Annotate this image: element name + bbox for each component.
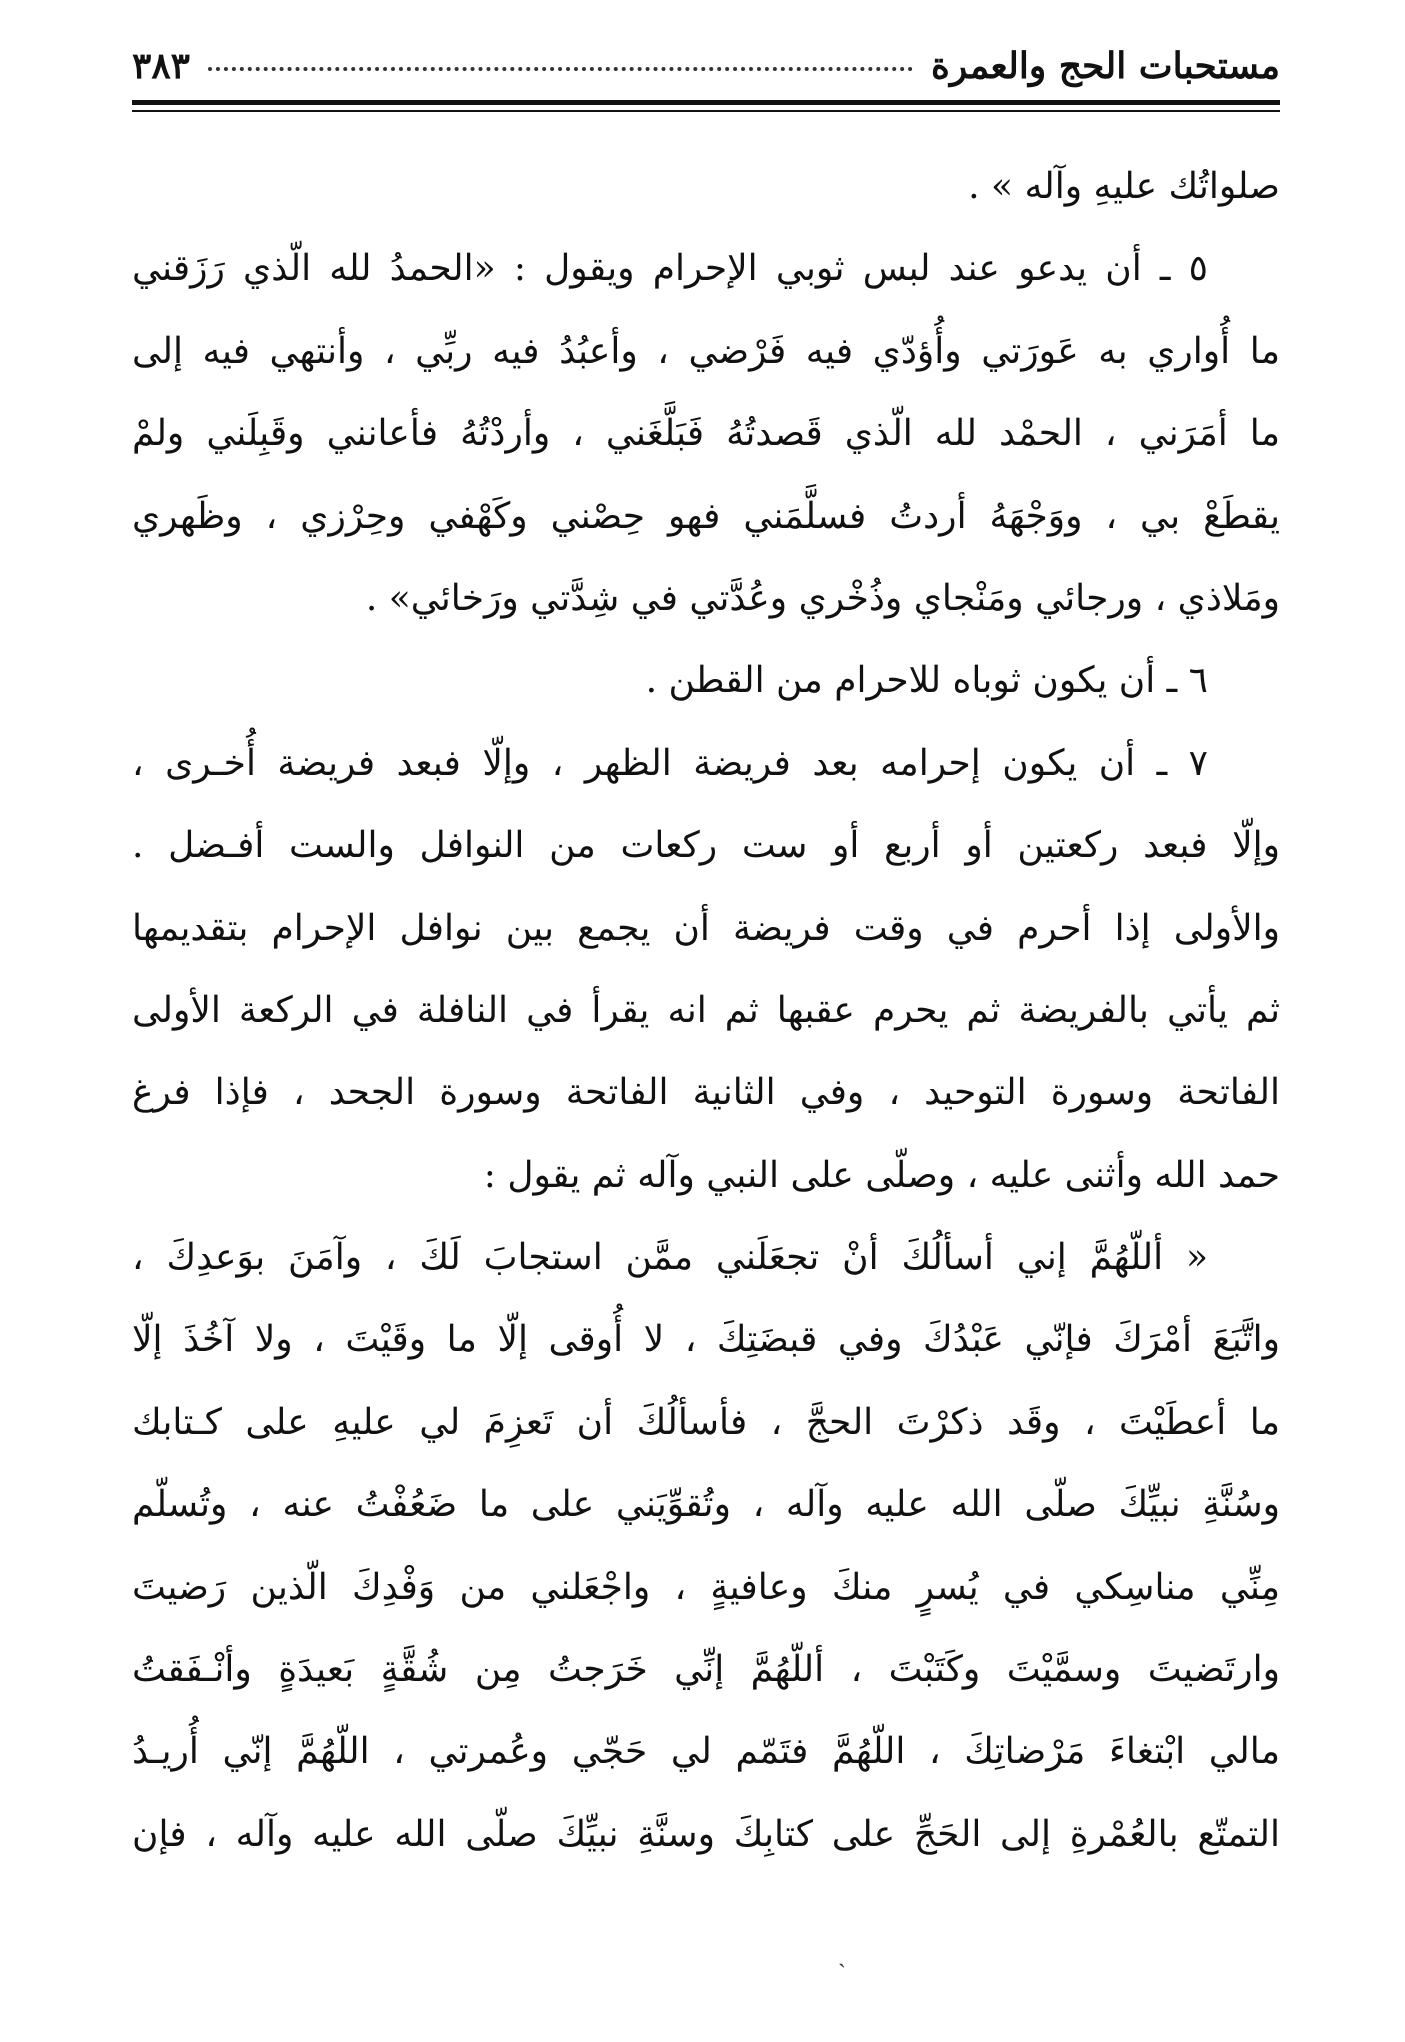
text-line: ما أُواري به عَورَتي وأُؤدّي فيه فَرْضي ، وأعبُدُ فيه ربِّي ، وأنتهي فيه إلى <box>132 330 1280 372</box>
text-line: ما أمَرَني ، الحمْد لله الّذي قَصدتُهُ فَبَلَّغَني ، وأردْتُهُ فأعانني وقَبِلَني ولمْ <box>132 413 1280 455</box>
text-line: ٦ ـ أن يكون ثوباه للاحرام من القطن . <box>645 660 1208 702</box>
running-header <box>132 36 1280 96</box>
text-line: التمتّع بالعُمْرةِ إلى الحَجِّ على كتابِكَ وسنَّةِ نبيِّكَ صلّى الله عليه وآله ، فإن <box>132 1813 1280 1855</box>
page-number: ٣٨٣ <box>132 45 191 87</box>
text-line: ما أعطَيْتَ ، وقَد ذكرْتَ الحجَّ ، فأسألُكَ أن تَعزِمَ لي عليهِ على كـتابك <box>132 1401 1280 1443</box>
text-line: الفاتحة وسورة التوحيد ، وفي الثانية الفاتحة وسورة الجحد ، فإذا فرغ <box>132 1072 1280 1114</box>
text-line: يقطَعْ بي ، ووَجْهَهُ أردتُ فسلَّمَني فهو حِصْني وكَهْفي وحِرْزي ، وظَهري <box>132 495 1280 537</box>
header-rule-thick <box>132 100 1280 105</box>
text-line: مِنِّي مناسِكي في يُسرٍ منكَ وعافيةٍ ، واجْعَلني من وَفْدِكَ الّذين رَضيتَ <box>132 1566 1280 1608</box>
text-line: وإلّا فبعد ركعتين أو أربع أو ست ركعات من النوافل والست أفـضل . <box>132 825 1280 867</box>
body-text <box>132 146 1280 1876</box>
text-line: وسُنَّةِ نبيِّكَ صلّى الله عليه وآله ، وتُقوِّيَني على ما ضَعُفْتُ عنه ، وتُسلّم <box>132 1484 1280 1526</box>
header-dot-leader <box>208 53 913 71</box>
text-line: صلواتُك عليهِ وآله » . <box>968 166 1280 207</box>
text-line: وارتَضيتَ وسمَّيْتَ وكَتَبْتَ ، أللّهُمَّ إنِّي خَرَجتُ مِن شُقَّةٍ بَعيدَةٍ وأنْـفَقتُ <box>132 1649 1280 1691</box>
text-line: ٧ ـ أن يكون إحرامه بعد فريضة الظهر ، وإلّا فبعد فريضة أُخـرى ، <box>132 742 1208 784</box>
text-line: ثم يأتي بالفريضة ثم يحرم عقبها ثم انه يقرأ في النافلة في الركعة الأولى <box>132 989 1280 1031</box>
text-line: حمد الله وأثنى عليه ، وصلّى على النبي وآله ثم يقول : <box>483 1154 1280 1196</box>
header-rule-thin <box>132 110 1280 112</box>
text-line: والأولى إذا أحرم في وقت فريضة أن يجمع بين نوافل الإحرام بتقديمها <box>132 907 1280 949</box>
text-line: واتَّبَعَ أمْرَكَ فإنّي عَبْدُكَ وفي قبضَتِكَ ، لا أُوقى إلّا ما وقَيْتَ ، ولا آخُذَ إلّا <box>132 1319 1280 1361</box>
text-line: مالي ابْتغاءَ مَرْضاتِكَ ، اللّهُمَّ فتَمّم لي حَجّي وعُمرتي ، اللّهُمَّ إنّي أُريـدُ <box>132 1731 1280 1773</box>
footer-mark: ˎ <box>838 1940 846 1968</box>
text-line: ومَلاذي ، ورجائي ومَنْجاي وذُخْري وعُدَّتي في شِدَّتي ورَخائي» . <box>365 577 1280 619</box>
text-line: « أللّهُمَّ إني أسألُكَ أنْ تجعَلَني ممَّن استجابَ لَكَ ، وآمَنَ بوَعدِكَ ، <box>132 1237 1208 1279</box>
text-line: ٥ ـ أن يدعو عند لبس ثوبي الإحرام ويقول : «الحمدُ لله الّذي رَزَقني <box>132 248 1208 290</box>
running-header-title: مستحبات الحج والعمرة <box>931 45 1280 87</box>
